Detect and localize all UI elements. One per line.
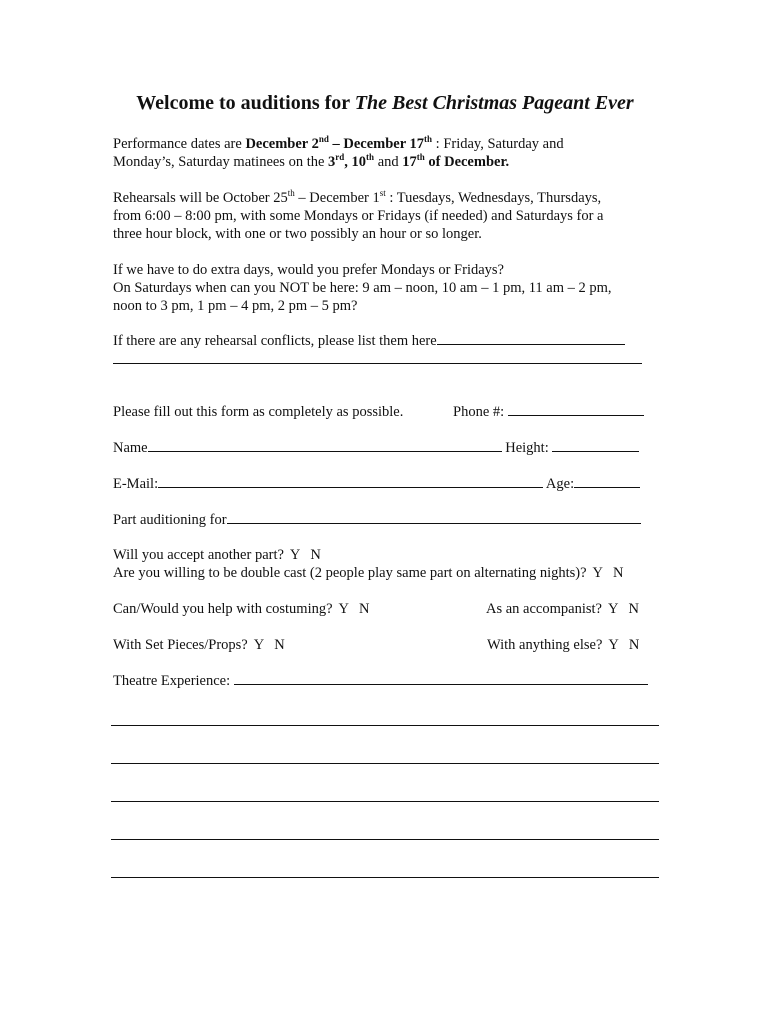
page-title: Welcome to auditions for The Best Christmas Pageant Ever [136, 92, 634, 114]
performance-line-2: Monday’s, Saturday matinees on the 3rd, 10th and 17th of December. [113, 152, 510, 170]
accept-part-row: Will you accept another part? Y N [113, 547, 321, 563]
anything-else-yes[interactable]: Y [608, 637, 619, 653]
accompanist-yes[interactable]: Y [607, 601, 619, 617]
costuming-yes[interactable]: Y [338, 601, 350, 617]
theatre-experience-field[interactable] [234, 672, 648, 685]
experience-line-1[interactable] [111, 725, 659, 726]
extra-days-question: If we have to do extra days, would you prefer Mondays or Fridays? [113, 262, 504, 278]
rehearsals-line-3: three hour block, with one or two possibly an hour or so longer. [113, 226, 482, 242]
height-field[interactable] [552, 439, 639, 452]
conflicts-field[interactable] [437, 332, 625, 345]
costuming-no[interactable]: N [359, 601, 370, 617]
conflicts-row: If there are any rehearsal conflicts, please list them here [113, 332, 625, 350]
anything-else-row: With anything else? Y N [487, 637, 640, 653]
double-cast-row: Are you willing to be double cast (2 people play same part on alternating nights)? Y N [113, 565, 624, 581]
name-field[interactable] [148, 439, 502, 452]
email-row: E-Mail: Age: [113, 475, 640, 493]
anything-else-no[interactable]: N [628, 637, 640, 653]
rehearsals-line-2: from 6:00 – 8:00 pm, with some Mondays or Fridays (if needed) and Saturdays for a [113, 208, 604, 224]
age-field[interactable] [574, 475, 640, 488]
phone-row: Phone #: [453, 403, 644, 421]
double-cast-no[interactable]: N [613, 565, 624, 581]
set-pieces-no[interactable]: N [274, 637, 285, 653]
saturday-times-line-2: noon to 3 pm, 1 pm – 4 pm, 2 pm – 5 pm? [113, 298, 358, 314]
name-row: Name Height: [113, 439, 639, 457]
part-row: Part auditioning for [113, 511, 641, 529]
set-pieces-yes[interactable]: Y [253, 637, 265, 653]
show-title: The Best Christmas Pageant Ever [354, 92, 634, 114]
experience-line-5[interactable] [111, 877, 659, 878]
set-pieces-row: With Set Pieces/Props? Y N [113, 637, 285, 653]
costuming-row: Can/Would you help with costuming? Y N [113, 601, 370, 617]
double-cast-yes[interactable]: Y [592, 565, 604, 581]
experience-line-3[interactable] [111, 801, 659, 802]
theatre-experience-row: Theatre Experience: [113, 672, 648, 690]
rehearsals-line-1: Rehearsals will be October 25th – December 1st : Tuesdays, Wednesdays, Thursdays, [113, 188, 602, 206]
saturday-times-line-1: On Saturdays when can you NOT be here: 9 am – noon, 10 am – 1 pm, 11 am – 2 pm, [113, 280, 612, 296]
conflicts-field-line-2[interactable] [113, 363, 642, 364]
email-field[interactable] [158, 475, 543, 488]
performance-line-1: Performance dates are December 2nd – December 17th : Friday, Saturday and [113, 134, 564, 152]
form-instruction: Please fill out this form as completely as possible. [113, 404, 404, 420]
experience-line-2[interactable] [111, 763, 659, 764]
part-field[interactable] [227, 511, 641, 524]
experience-line-4[interactable] [111, 839, 659, 840]
accept-part-yes[interactable]: Y [289, 547, 301, 563]
accompanist-row: As an accompanist? Y N [486, 601, 639, 617]
phone-field[interactable] [508, 403, 644, 416]
accept-part-no[interactable]: N [310, 547, 321, 563]
accompanist-no[interactable]: N [628, 601, 639, 617]
